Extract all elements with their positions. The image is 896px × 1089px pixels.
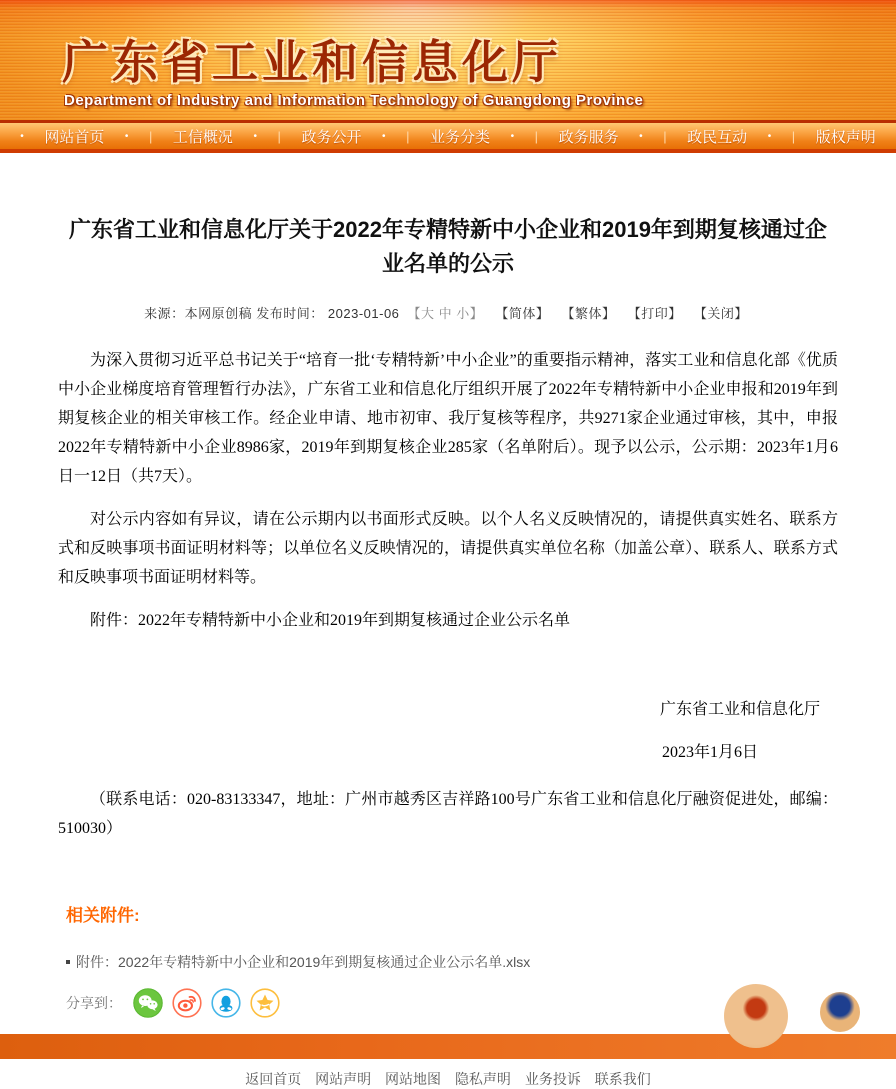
attachment-line: 附件：2022年专精特新中小企业和2019年到期复核通过企业公示名单 — [90, 612, 571, 630]
footer-link-home[interactable]: 返回首页 — [245, 1071, 302, 1088]
signature-date: 2023年1月6日 — [661, 744, 758, 762]
footer-link-sitemap[interactable]: 网站地图 — [385, 1071, 442, 1088]
nav-dot: • — [124, 130, 129, 142]
bullet-icon — [66, 960, 70, 964]
qzone-share-icon[interactable] — [250, 988, 280, 1018]
attachment-item — [66, 952, 846, 972]
floating-assistant-widget[interactable] — [724, 984, 788, 1048]
nav-item-interaction[interactable]: 政民互动 — [687, 128, 748, 146]
nav-separator: | — [406, 128, 410, 144]
article-publish-time: 发布时间： 2023-01-06 — [256, 306, 400, 322]
floating-badge-widget[interactable] — [820, 992, 860, 1032]
footer-links — [0, 1069, 896, 1089]
font-size-control[interactable]: 【大 中 小】 — [407, 306, 484, 322]
footer-link-contact[interactable]: 联系我们 — [594, 1071, 651, 1088]
nav-item-home[interactable]: 网站首页 — [44, 128, 105, 146]
nav-item-business[interactable]: 业务分类 — [430, 128, 491, 146]
contact-info: （联系电话：020-83133347，地址：广州市越秀区吉祥路100号广东省工业和信息化厅融资促进处，邮编：510030） — [58, 791, 838, 838]
main-nav — [0, 120, 896, 153]
close-button[interactable]: 【关闭】 — [693, 306, 748, 322]
nav-dot: • — [639, 130, 643, 142]
footer-link-privacy[interactable]: 隐私声明 — [454, 1071, 511, 1088]
nav-separator: | — [791, 128, 796, 144]
signature-block — [58, 695, 838, 767]
nav-item-copyright[interactable]: 版权声明 — [815, 128, 876, 146]
nav-separator: | — [663, 128, 667, 144]
article-meta — [58, 303, 838, 322]
article-title: 广东省工业和信息化厅关于2022年专精特新中小企业和2019年到期复核通过企业名单的公示 — [69, 217, 827, 277]
print-button[interactable]: 【打印】 — [627, 306, 682, 322]
nav-dot: • — [382, 130, 386, 142]
article-paragraph: 对公示内容如有异议，请在公示期内以书面形式反映。以个人名义反映情况的，请提供真实姓名、联系方式和反映事项书面证明材料等；以单位名义反映情况的，请提供真实单位名称（加盖公章）、联系人、联系方式和反映事项书面证明材料等。 — [58, 511, 838, 587]
article-container — [58, 213, 838, 843]
traditional-button[interactable]: 【繁体】 — [561, 306, 616, 322]
simplified-button[interactable]: 【简体】 — [495, 306, 550, 322]
nav-dot: • — [767, 130, 772, 142]
nav-item-gov-affairs[interactable]: 政务公开 — [301, 128, 362, 146]
share-label: 分享到： — [66, 995, 122, 1012]
nav-separator: | — [277, 128, 281, 144]
article-paragraph: 为深入贯彻习近平总书记关于“培育一批‘专精特新’中小企业”的重要指示精神，落实工业和信息化部《优质中小企业梯度培育管理暂行办法》，广东省工业和信息化厅组织开展了2022年专精特新中小企业申报和2019年到期复核企业的相关审核工作。经企业申请、地市初审、我厅复核等程序，共9271家企业通过审核，其中，申报2022年专精特新中小企业8986家，2019年到期复核企业285家（名单附后）。现予以公示，公示期：2023年1月6日一12日（共7天）。 — [58, 352, 838, 486]
wechat-share-icon[interactable] — [133, 988, 163, 1018]
nav-separator: | — [534, 128, 539, 144]
site-title: 广东省工业和信息化厅 — [62, 36, 562, 88]
nav-dot: • — [253, 130, 257, 142]
footer-link-complaint[interactable]: 业务投诉 — [524, 1071, 581, 1088]
attachment-download-link[interactable]: 附件：2022年专精特新中小企业和2019年到期复核通过企业公示名单.xlsx — [76, 954, 531, 971]
nav-item-services[interactable]: 政务服务 — [558, 128, 619, 146]
article-body — [58, 346, 838, 843]
qq-share-icon[interactable] — [211, 988, 241, 1018]
related-attachments-heading: 相关附件: — [66, 906, 140, 926]
site-banner — [0, 0, 896, 120]
site-subtitle: Department of Industry and Information Technology of Guangdong Province — [64, 92, 644, 109]
weibo-share-icon[interactable] — [172, 988, 202, 1018]
article-source: 来源：本网原创稿 — [144, 306, 253, 322]
nav-separator: | — [148, 128, 153, 144]
nav-dot: • — [20, 130, 24, 142]
nav-item-overview[interactable]: 工信概况 — [172, 128, 233, 146]
footer-link-site-statement[interactable]: 网站声明 — [315, 1071, 372, 1088]
signature-name: 广东省工业和信息化厅 — [659, 701, 820, 719]
nav-dot: • — [510, 130, 515, 142]
